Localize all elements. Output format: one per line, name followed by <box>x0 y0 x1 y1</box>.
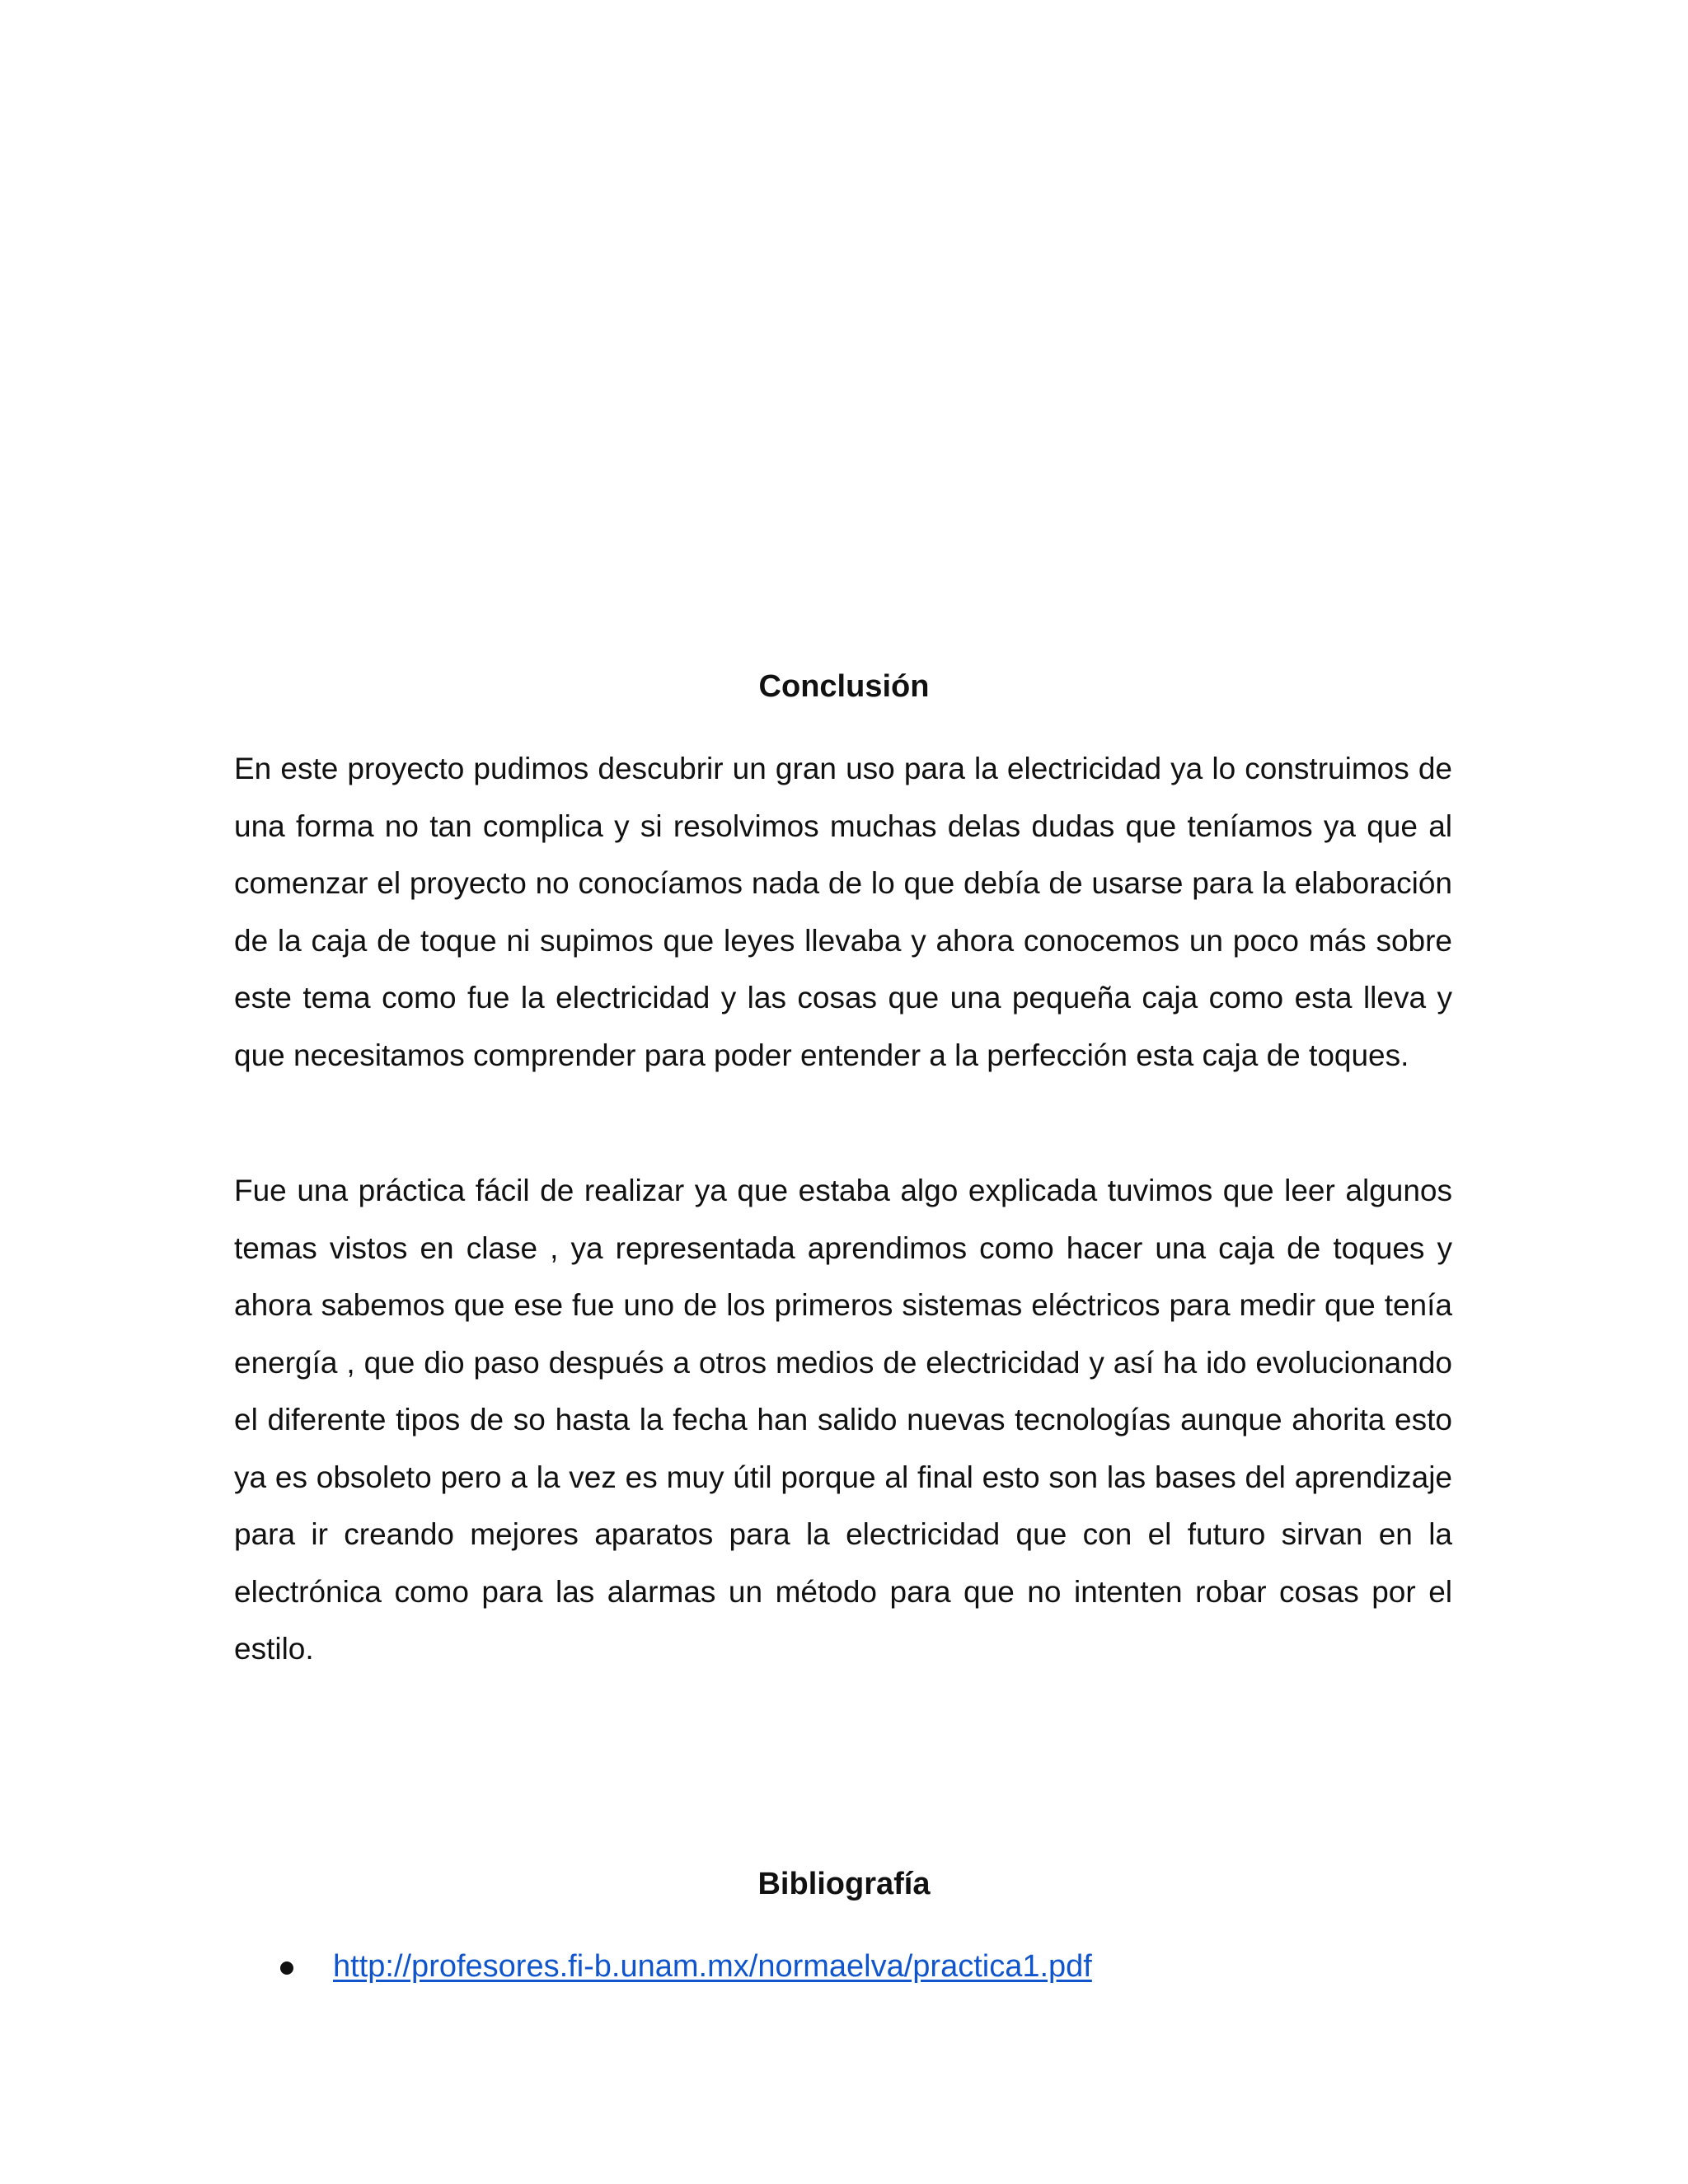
bullet-icon <box>280 1961 293 1975</box>
bibliography-item <box>0 1943 1688 1993</box>
bibliography-link[interactable]: http://profesores.fi-b.unam.mx/normaelva/practica1.pdf <box>333 1949 1092 1984</box>
bibliography-heading: Bibliografía <box>757 1867 931 1901</box>
bibliography-list <box>0 1943 1688 1993</box>
conclusion-heading: Conclusión <box>758 669 930 704</box>
conclusion-paragraph-1: En este proyecto pudimos descubrir un gran uso para la electricidad ya lo construimos de una forma no tan complica y si resolvimos muchas delas dudas que teníamos ya que al comenzar el proyecto no conocíamos nada de lo que debía de usarse para la elaboración de la caja de toque ni supimos que leyes llevaba y ahora conocemos un poco más sobre este tema como fue la electricidad y las cosas que una pequeña caja como esta lleva y que necesitamos comprender para poder entender a la perfección esta caja de toques. <box>234 752 1452 1072</box>
conclusion-paragraph-2: Fue una práctica fácil de realizar ya que estaba algo explicada tuvimos que leer algunos temas vistos en clase , ya representada aprendimos como hacer una caja de toques y ahora sabemos que ese fue uno de los primeros sistemas eléctricos para medir que tenía energía , que dio paso después a otros medios de electricidad y así ha ido evolucionando el diferente tipos de so hasta la fecha han salido nuevas tecnologías aunque ahorita esto ya es obsoleto pero a la vez es muy útil porque al final esto son las bases del aprendizaje para ir creando mejores aparatos para la electricidad que con el futuro sirvan en la electrónica como para las alarmas un método para que no intenten robar cosas por el estilo. <box>234 1174 1452 1666</box>
